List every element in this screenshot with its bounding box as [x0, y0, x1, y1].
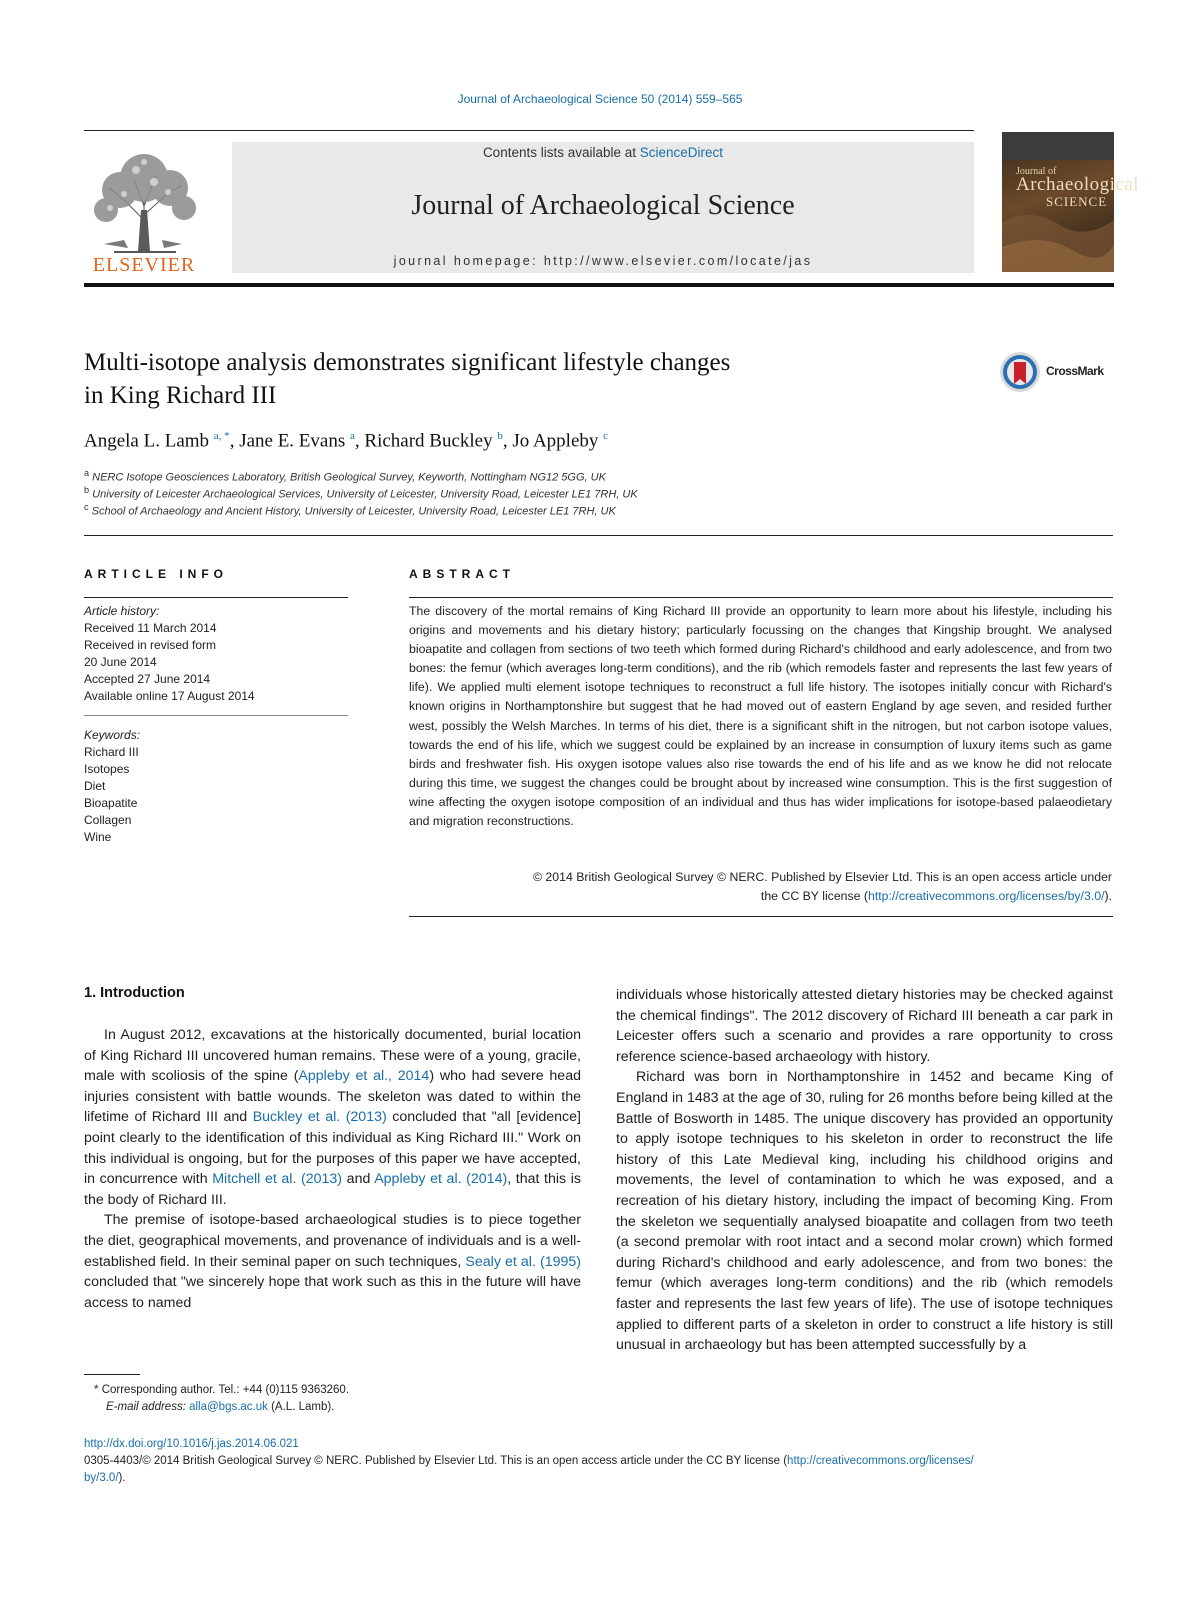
license-link[interactable]: http://creativecommons.org/licenses/ [787, 1455, 974, 1467]
text-run: , that this is the body of Richard III. [84, 1171, 581, 1208]
copyright-suffix: ). [1104, 889, 1112, 903]
affiliation-text: University of Leicester Archaeological Services, University of Leicester, University Road, Leicester LE1 7RH, UK [92, 488, 638, 501]
section-divider [84, 535, 1113, 536]
body-column-right [616, 985, 1113, 1356]
author-separator: , [502, 430, 513, 452]
article-info-heading: ARTICLE INFO [84, 567, 228, 581]
contents-prefix: Contents lists available at [482, 145, 640, 160]
text-run: concluded that "all [evidence] point clearly to the identification of this individual as King Richard III." Work on this individual is ongoing, but for the purposes of this paper we have accepted, in concurrence with [84, 1109, 581, 1188]
history-item: Received in revised form [84, 638, 217, 652]
keywords-label: Keywords: [84, 728, 141, 742]
sciencedirect-link[interactable]: ScienceDirect [639, 145, 724, 160]
text-run: and [342, 1171, 375, 1188]
cover-title-2: Archaeological [1016, 174, 1140, 195]
affiliation-marker: b [84, 485, 90, 495]
header-top-rule [84, 130, 974, 131]
doi-link[interactable]: http://dx.doi.org/10.1016/j.jas.2014.06.021 [84, 1438, 299, 1450]
abstract-bottom-rule [409, 916, 1113, 917]
author-name[interactable]: Jane E. Evans [239, 430, 346, 452]
corresponding-author-text: Corresponding author. Tel.: +44 (0)115 9363260. [101, 1384, 350, 1396]
intro-paragraph-4: Richard was born in Northamptonshire in 1452 and became King of England in 1483 at the age of 30, ruling for 26 months before being killed at the Battle of Bosworth in 1485. The unique discovery has provided an opportunity to apply isotope techniques to his skeleton in order to reconstruct the life history of this Late Medieval king, including his childhood origins and movements, the level of contamination to which he was exposed, and a recreation of his dietary history, including the impact of becoming King. From the skeleton we sequentially analysed bioapatite and collagen from two teeth (a second premolar with root intact and a second molar crown) which formed during Richard's childhood and early adolescence, and from two bones: the femur (which averages long-term conditions) and the rib (which remodels faster and represents the last few years of life). The use of isotope techniques applied to different parts of a skeleton in order to construct a life history is still unusual in archaeology but has been attempted successfully by a [616, 1069, 1113, 1354]
author-affil-marker[interactable]: c [603, 430, 609, 442]
cc-license-link[interactable]: http://creativecommons.org/licenses/by/3.0/ [868, 889, 1105, 903]
email-link[interactable]: alla@bgs.ac.uk [189, 1401, 268, 1413]
journal-banner [232, 142, 974, 273]
contents-line [232, 145, 974, 160]
citation-link[interactable]: Appleby et al. (2014) [374, 1171, 508, 1188]
title-line-1: Multi-isotope analysis demonstrates significant lifestyle changes [84, 349, 731, 376]
keyword: Bioapatite [84, 796, 138, 810]
affiliation-marker: c [84, 502, 89, 512]
crossmark-icon [998, 350, 1042, 394]
copyright-line-2 [409, 887, 1112, 906]
author-name[interactable]: Richard Buckley [364, 430, 493, 452]
citation-link[interactable]: Sealy et al. (1995) [465, 1253, 581, 1270]
affiliation [84, 485, 638, 501]
author-name[interactable]: Jo Appleby [512, 430, 599, 452]
crossmark-label: CrossMark [1046, 364, 1104, 378]
footnote-rule [84, 1374, 140, 1375]
author-name[interactable]: Angela L. Lamb [84, 430, 210, 452]
text-run: The premise of isotope-based archaeological studies is to piece together the diet, geographical movements, and provenance of individuals and is a well-established field. In their seminal paper on such techniques, [84, 1212, 581, 1270]
citation-link[interactable]: Buckley et al. (2013) [252, 1109, 387, 1126]
title-line-2: in King Richard III [84, 382, 277, 409]
history-item: Accepted 27 June 2014 [84, 672, 211, 686]
affiliation-text: School of Archaeology and Ancient History, University of Leicester, University Road, Leicester LE1 7RH, UK [91, 505, 616, 518]
journal-name: Journal of Archaeological Science [411, 190, 795, 221]
journal-header [84, 130, 1140, 292]
history-item: 20 June 2014 [84, 655, 157, 669]
email-suffix: (A.L. Lamb). [267, 1401, 335, 1413]
abstract-heading: ABSTRACT [409, 567, 515, 581]
elsevier-wordmark: ELSEVIER [92, 254, 196, 276]
intro-paragraph-1 [84, 1025, 581, 1210]
license-suffix: ). [118, 1472, 126, 1484]
affiliation-marker: a [84, 468, 90, 478]
cover-band [1002, 132, 1114, 160]
footnote-marker: * [94, 1384, 99, 1396]
author-affil-marker[interactable]: a [350, 430, 355, 442]
history-label: Article history: [84, 604, 160, 618]
keyword: Wine [84, 830, 112, 844]
article-history [84, 603, 348, 705]
author-list [84, 430, 608, 452]
doi-license-block [84, 1436, 1114, 1487]
header-bottom-rule [84, 283, 1114, 287]
intro-paragraph-2 [84, 1210, 581, 1313]
cover-title-1: Journal of [1016, 166, 1057, 177]
author-affil-marker[interactable]: a, * [213, 430, 230, 442]
body-column-left [84, 1025, 581, 1313]
history-item: Available online 17 August 2014 [84, 689, 255, 703]
keyword: Isotopes [84, 762, 130, 776]
keywords-block [84, 727, 348, 846]
author-affil-marker[interactable]: b [497, 430, 503, 442]
citation-link[interactable]: Mitchell et al. (2013) [212, 1171, 343, 1188]
journal-citation[interactable]: Journal of Archaeological Science 50 (2014) 559–565 [457, 92, 743, 106]
cover-landscape [1002, 202, 1114, 272]
section-heading-introduction: 1. Introduction [84, 985, 185, 1001]
abstract-text: The discovery of the mortal remains of King Richard III provide an opportunity to learn more about his lifestyle, including his origins and movements and his dietary history; particularly focussing on the changes that Kingship brought. We analysed bioapatite and collagen from sections of two teeth which formed during Richard's childhood and early adolescence, and from two bones: the femur (which averages long-term conditions), and the rib (which remodels faster and represents the last few years of life). We applied multi element isotope techniques to reconstruct a full life history. The isotopes initially concur with Richard's known origins in Northamptonshire but suggest that he had moved out of eastern England by age seven, and resided further west, possibly the Welsh Marches. In terms of his diet, there is a significant shift in the nitrogen, but not carbon isotope values, towards the end of his life, which we suggest could be explained by an increase in consumption of luxury items such as game birds and freshwater fish. His oxygen isotope values also rise towards the end of his life and as we know he did not relocate during this time, we suggest the changes could be brought about by increased wine consumption. This is the first suggestion of wine affecting the oxygen isotope composition of an individual and thus has wider implications for isotope-based palaeodietary and migration reconstructions. [409, 604, 1112, 829]
email-label: E-mail address: [106, 1401, 186, 1413]
keywords-rule [84, 715, 348, 716]
keyword: Richard III [84, 745, 139, 759]
cover-title-3: SCIENCE [1046, 194, 1108, 209]
text-run: In August 2012, excavations at the historically documented, burial location of King Richard III uncovered human remains. These were of a young, gracile, male with scoliosis of the spine ( [84, 1027, 581, 1085]
keyword: Diet [84, 779, 106, 793]
article-info-rule [84, 597, 348, 598]
author-separator: , [229, 430, 240, 452]
corresponding-author-footnote [94, 1382, 564, 1416]
copyright-prefix: the CC BY license ( [760, 889, 868, 903]
license-link-continued[interactable]: by/3.0/ [84, 1472, 119, 1484]
license-text: 0305-4403/© 2014 British Geological Survey © NERC. Published by Elsevier Ltd. This is an open access article under the CC BY license ( [84, 1455, 788, 1467]
article-title [84, 346, 944, 412]
affiliation [84, 468, 606, 484]
intro-paragraph-3: individuals whose historically attested dietary histories may be checked against the chemical findings". The 2012 discovery of Richard III beneath a car park in Leicester offers such a scenario and provides a rare opportunity to cross reference science-based archaeology with history. [616, 987, 1113, 1065]
affiliation [84, 502, 616, 518]
text-run: ) who had severe head injuries consistent with battle wounds. The skeleton was dated to within the lifetime of Richard III and [84, 1068, 581, 1126]
abstract-copyright [409, 868, 1112, 906]
abstract-rule [409, 597, 1113, 598]
crossmark-badge[interactable] [998, 350, 1118, 394]
journal-homepage[interactable]: journal homepage: http://www.elsevier.com/locate/jas [393, 254, 813, 268]
journal-cover-image[interactable] [1002, 132, 1140, 272]
author-separator: , [354, 430, 365, 452]
keyword: Collagen [84, 813, 132, 827]
affiliation-text: NERC Isotope Geosciences Laboratory, British Geological Survey, Keyworth, Nottingham NG12 5GG, UK [92, 471, 606, 484]
citation-link[interactable]: Appleby et al., 2014 [298, 1068, 430, 1085]
history-item: Received 11 March 2014 [84, 621, 217, 635]
text-run: concluded that "we sincerely hope that work such as this in the future will have access to named [84, 1274, 581, 1311]
copyright-line-1: © 2014 British Geological Survey © NERC. Published by Elsevier Ltd. This is an open access article under [532, 870, 1112, 884]
